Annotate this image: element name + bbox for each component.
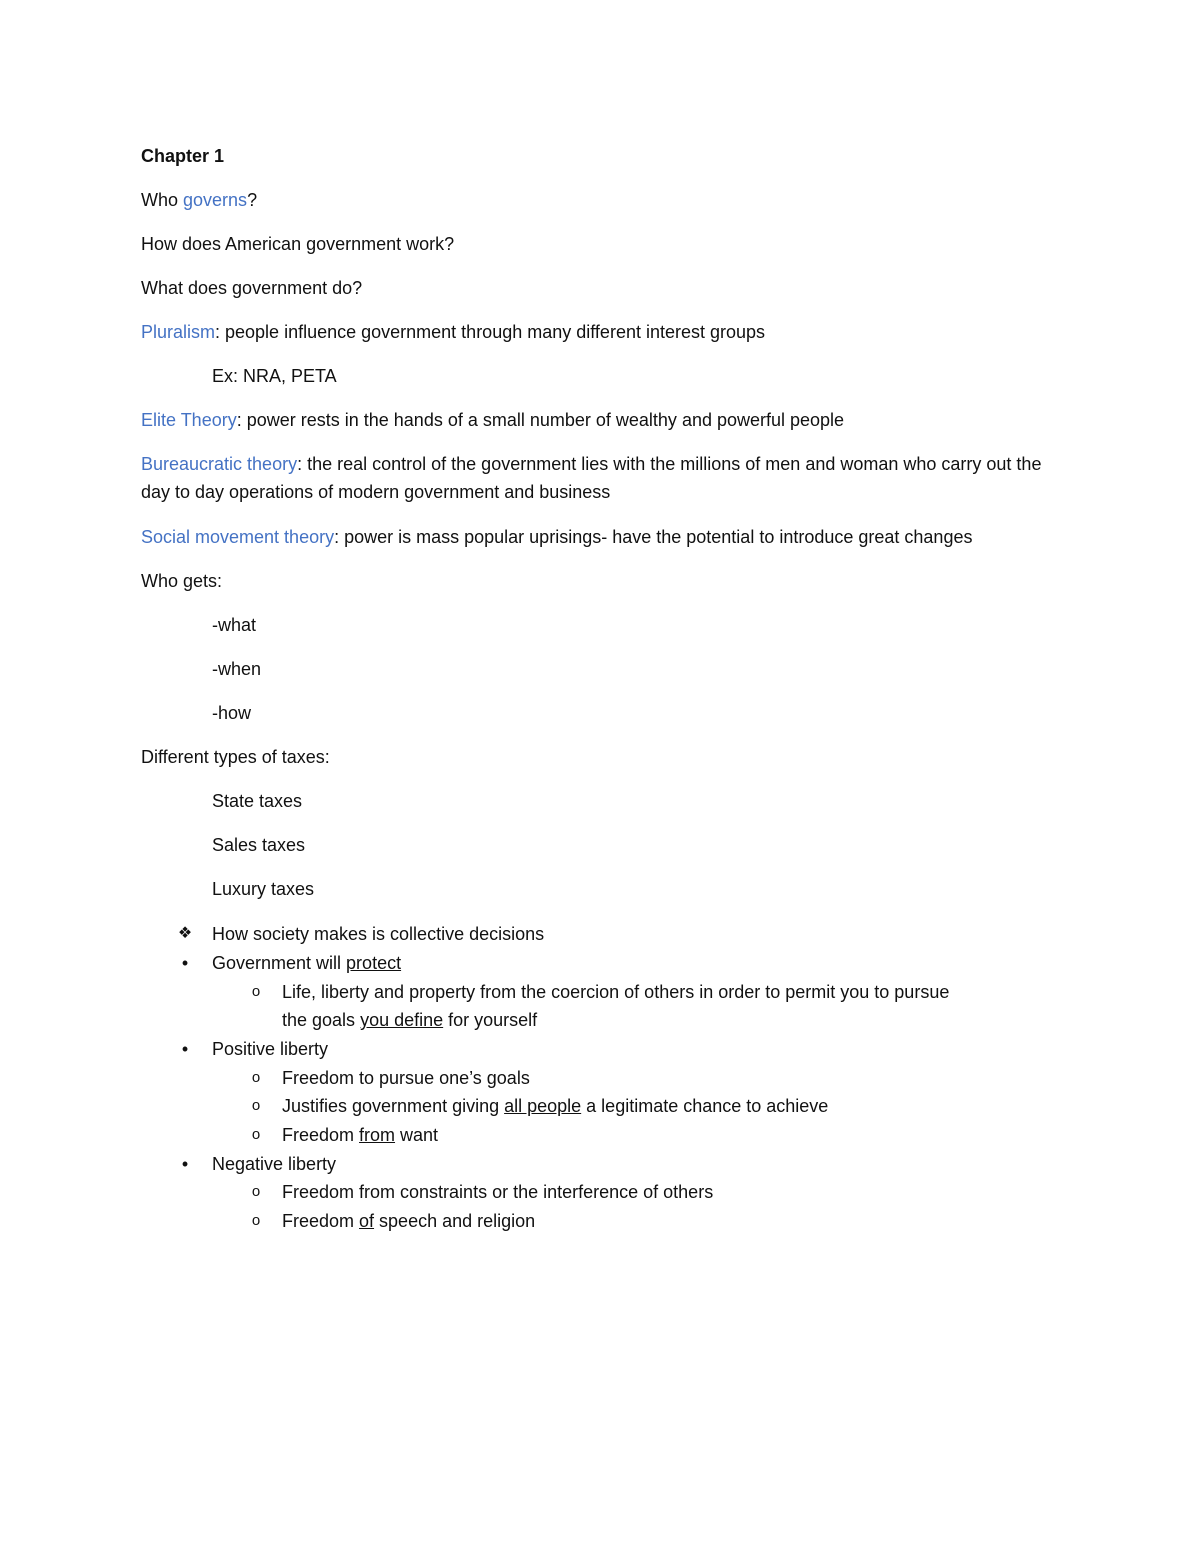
tax-item: State taxes (212, 791, 303, 811)
dot-bullet-icon: • (181, 953, 189, 973)
tax-item: Sales taxes (212, 835, 306, 855)
negative-liberty-item: Negative liberty (212, 1154, 337, 1174)
circle-bullet-icon: o (251, 1097, 261, 1114)
question-suffix: ? (247, 190, 258, 210)
circle-bullet-icon: o (251, 1069, 261, 1086)
who-gets-item: -how (212, 703, 252, 723)
sub-underlined: all people (504, 1096, 582, 1116)
chapter-title: Chapter 1 (141, 146, 225, 166)
social-movement-theory-definition (141, 523, 972, 551)
question-prefix: Who (141, 190, 184, 210)
who-gets-item: -what (212, 615, 257, 635)
negative-liberty-subitem: Freedom from constraints or the interference of others (282, 1182, 714, 1202)
circle-bullet-icon: o (251, 1183, 261, 1200)
pluralism-text: : people influence government through many different interest groups (215, 322, 766, 342)
protect-sub-suffix: for yourself (443, 1010, 538, 1030)
sub-prefix: Justifies government giving (282, 1096, 505, 1116)
pluralism-definition (141, 318, 765, 346)
term-elite-theory: Elite Theory (141, 410, 237, 430)
elite-theory-text: : power rests in the hands of a small number of wealthy and powerful people (236, 410, 845, 430)
positive-liberty-item: Positive liberty (212, 1039, 329, 1059)
term-bureaucratic-theory: Bureaucratic theory (141, 454, 298, 474)
question-how-government-works: How does American government work? (141, 234, 455, 254)
dot-bullet-icon: • (181, 1039, 189, 1059)
who-gets-heading: Who gets: (141, 571, 223, 591)
who-gets-item: -when (212, 659, 262, 679)
circle-bullet-icon: o (251, 1212, 261, 1229)
sub-suffix: speech and religion (374, 1211, 536, 1231)
sub-underlined: from (359, 1125, 396, 1145)
term-governs: governs (183, 190, 248, 210)
term-pluralism: Pluralism (141, 322, 216, 342)
sub-underlined: of (359, 1211, 375, 1231)
protect-sub-prefix: the goals (282, 1010, 361, 1030)
positive-liberty-subitem: Freedom to pursue one’s goals (282, 1068, 530, 1088)
negative-liberty-subitem (282, 1207, 535, 1235)
sub-prefix: Freedom (282, 1211, 360, 1231)
elite-theory-definition (141, 406, 844, 434)
bureaucratic-theory-text: : the real control of the government lies with the millions of men and woman who carry out the day to day operations of modern government and business (141, 454, 1042, 502)
protect-prefix: Government will (212, 953, 347, 973)
sub-suffix: a legitimate chance to achieve (581, 1096, 829, 1116)
positive-liberty-subitem (282, 1121, 438, 1149)
tax-item: Luxury taxes (212, 879, 315, 899)
social-movement-theory-text: : power is mass popular uprisings- have the potential to introduce great changes (334, 527, 973, 547)
term-social-movement-theory: Social movement theory (141, 527, 335, 547)
positive-liberty-subitem (282, 1092, 828, 1120)
protect-sub-underlined: you define (360, 1010, 444, 1030)
question-who-governs (141, 186, 257, 214)
sub-suffix: want (395, 1125, 439, 1145)
protect-underlined: protect (346, 953, 402, 973)
diamond-bullet-icon: ❖ (177, 925, 193, 942)
sub-prefix: Freedom (282, 1125, 360, 1145)
pluralism-example: Ex: NRA, PETA (212, 366, 337, 386)
dot-bullet-icon: • (181, 1154, 189, 1174)
taxes-heading: Different types of taxes: (141, 747, 330, 767)
question-what-government-does: What does government do? (141, 278, 363, 298)
collective-decisions-item: How society makes is collective decisions (212, 924, 545, 944)
circle-bullet-icon: o (251, 1126, 261, 1143)
circle-bullet-icon: o (251, 983, 261, 1000)
bureaucratic-theory-definition (141, 450, 1061, 506)
protect-subitem-line-2 (282, 1006, 537, 1034)
protect-subitem-line-1: Life, liberty and property from the coercion of others in order to permit you to pursue (282, 982, 950, 1002)
government-protect-item (212, 949, 401, 977)
